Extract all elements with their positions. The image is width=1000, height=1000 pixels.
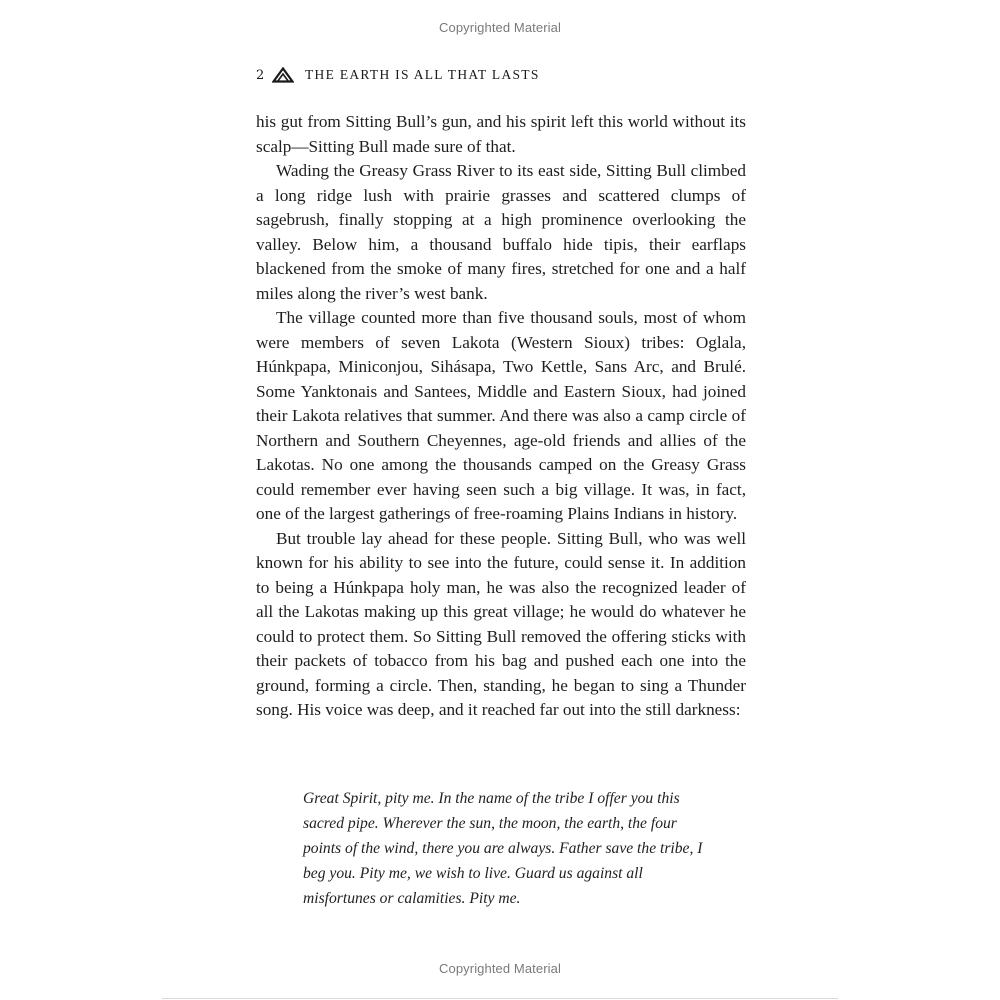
paragraph-4: But trouble lay ahead for these people. Sitting Bull, who was well known for his ability to see into the future, could sense it. In addition to being a Húnkpapa holy man, he was also the recognized leader of all the Lakotas making up this great village; he would do whatever he could to protect them. So Sitting Bull removed the offering sticks with their packets of tobacco from his bag and pushed each one into the ground, forming a circle. Then, standing, he began to sing a Thunder song. His voice was deep, and it reached far out into the still darkness:: [256, 528, 746, 719]
body-text: [256, 110, 746, 723]
copyright-watermark-bottom: Copyrighted Material: [439, 961, 561, 976]
prayer-extract: [303, 786, 703, 911]
footer-divider: [162, 998, 838, 999]
tipi-icon: [272, 67, 294, 83]
paragraph-1: his gut from Sitting Bull’s gun, and his spirit left this world without its scalp—Sitting Bull made sure of that.: [256, 112, 746, 156]
extract-text: Great Spirit, pity me. In the name of the tribe I offer you this sacred pipe. Wherever the sun, the moon, the earth, the four points of the wind, there you are always. Father save the tribe, I beg you. Pity me, we wish to live. Guard us against all misfortunes or calamities. Pity me.: [303, 790, 703, 907]
page-number: 2: [256, 67, 265, 83]
paragraph-3: The village counted more than five thousand souls, most of whom were members of seven Lakota (Western Sioux) tribes: Oglala, Húnkpapa, Miniconjou, Sihásapa, Two Kettle, Sans Arc, and Brulé. Some Yanktonais and Santees, Middle and Eastern Sioux, had joined their Lakota relatives that summer. And there was also a camp circle of Northern and Southern Cheyennes, age-old friends and allies of the Lakotas. No one among the thousands camped on the Greasy Grass could remember ever having seen such a big village. It was, in fact, one of the largest gatherings of free-roaming Plains Indians in history.: [256, 308, 746, 523]
running-head: [256, 64, 540, 86]
paragraph-2: Wading the Greasy Grass River to its east side, Sitting Bull climbed a long ridge lush with prairie grasses and scattered clumps of sagebrush, finally stopping at a high prominence overlooking the valley. Below him, a thousand buffalo hide tipis, their earflaps blackened from the smoke of many fires, stretched for one and a half miles along the river’s west bank.: [256, 161, 746, 303]
running-head-title: THE EARTH IS ALL THAT LASTS: [305, 67, 540, 82]
copyright-watermark-top: Copyrighted Material: [439, 20, 561, 35]
